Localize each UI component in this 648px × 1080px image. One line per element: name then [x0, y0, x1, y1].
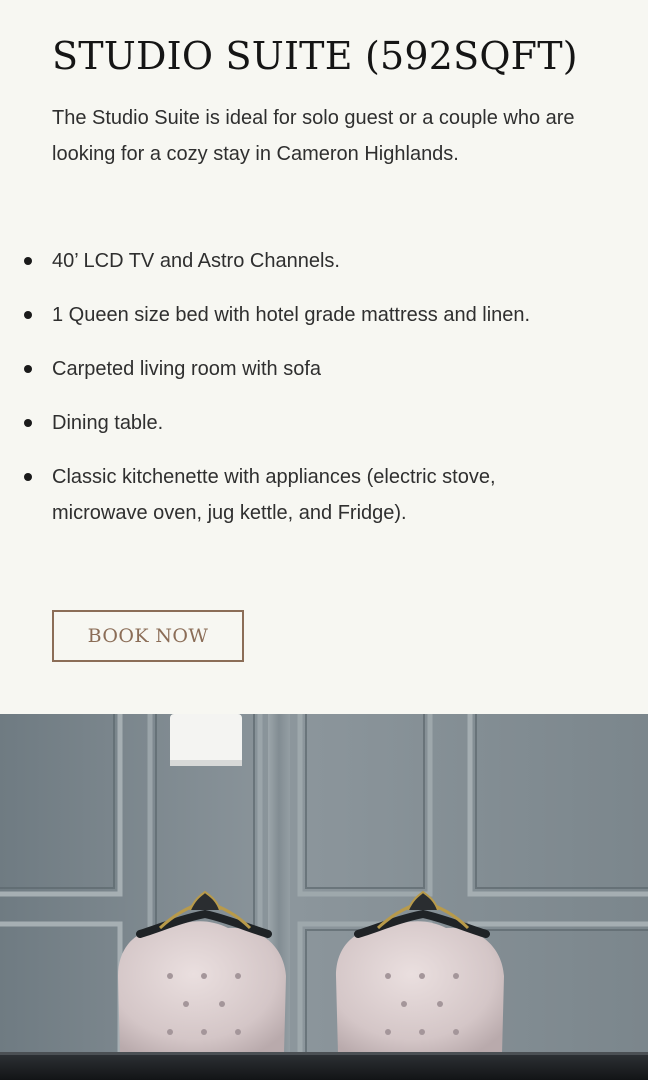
- bullet-icon: [24, 311, 32, 319]
- feature-text: 1 Queen size bed with hotel grade mattress and linen.: [52, 304, 531, 326]
- bullet-icon: [24, 365, 32, 373]
- feature-item: [0, 459, 572, 531]
- room-title: STUDIO SUITE (592SQFT): [52, 34, 578, 78]
- feature-text: Classic kitchenette with appliances (electric stove, microwave oven, jug kettle, and Fridge).: [52, 466, 496, 524]
- dining-chairs-image: [0, 714, 648, 1080]
- feature-item: [0, 243, 572, 279]
- bullet-icon: [24, 257, 32, 265]
- book-now-button[interactable]: BOOK NOW: [52, 610, 244, 662]
- bullet-icon: [24, 473, 32, 481]
- feature-text: 40’ LCD TV and Astro Channels.: [52, 250, 340, 272]
- feature-item: [0, 297, 572, 333]
- feature-text: Dining table.: [52, 412, 164, 434]
- feature-item: [0, 351, 572, 387]
- feature-list: [0, 243, 648, 549]
- room-photo: [0, 714, 648, 1080]
- bullet-icon: [24, 419, 32, 427]
- room-description: The Studio Suite is ideal for solo guest or a couple who are looking for a cozy stay in Cameron Highlands.: [52, 107, 575, 165]
- feature-item: [0, 405, 572, 441]
- feature-text: Carpeted living room with sofa: [52, 358, 322, 380]
